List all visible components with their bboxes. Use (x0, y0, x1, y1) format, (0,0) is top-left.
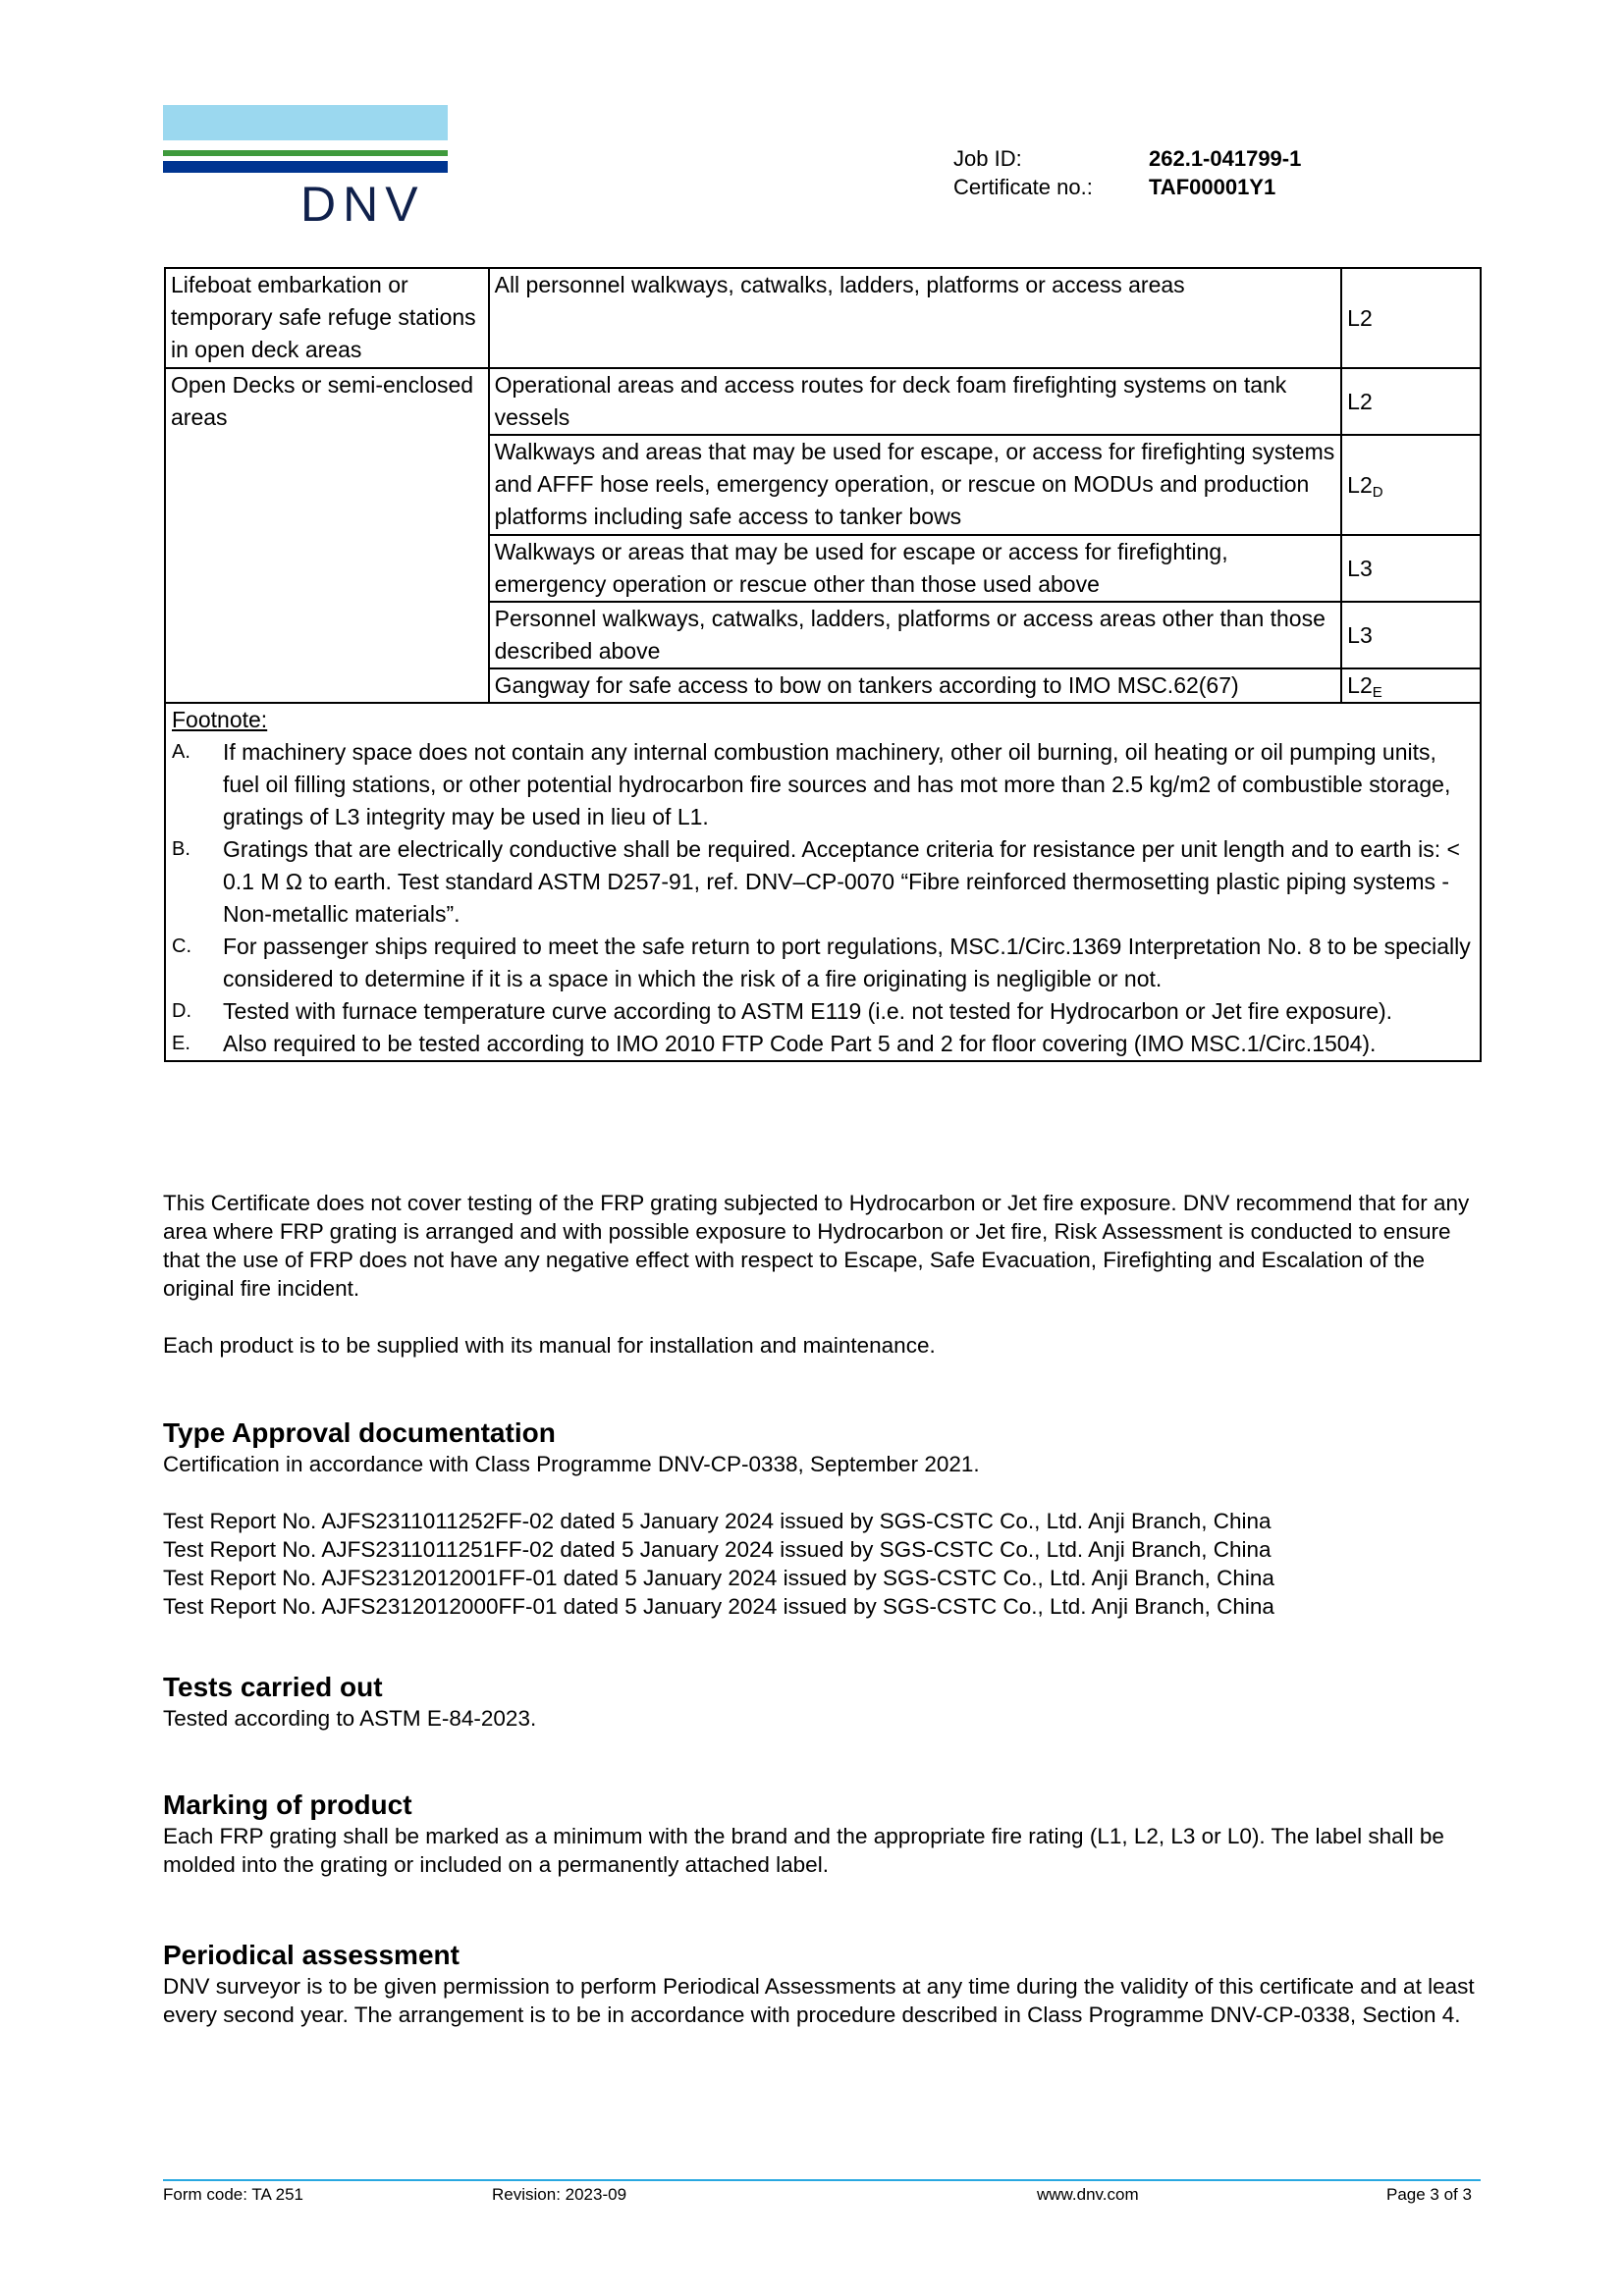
job-id-label: Job ID: (953, 146, 1022, 171)
description-cell: Walkways or areas that may be used for escape or access for firefighting, emergency operation or rescue other than those used above (489, 535, 1342, 602)
revision: Revision: 2023-09 (492, 2185, 627, 2204)
footnote-text: Gratings that are electrically conductive shall be required. Acceptance criteria for resistance per unit length and to earth is: < 0.1 M Ω to earth. Test standard ASTM D257-91, ref. DNV–CP-0070 “Fibre reinforced thermosetting plastic piping systems - Non-metallic materials”. (223, 836, 1460, 927)
level-footnote-ref: D (1372, 483, 1383, 501)
level-cell (1341, 268, 1481, 368)
test-report-1: Test Report No. AJFS2311011252FF-02 dated 5 January 2024 issued by SGS-CSTC Co., Ltd. Anji Branch, China (163, 1509, 1272, 1533)
description-cell: All personnel walkways, catwalks, ladders, platforms or access areas (489, 268, 1342, 368)
type-approval-intro: Certification in accordance with Class Programme DNV-CP-0338, September 2021. (163, 1452, 980, 1476)
level-cell (1341, 368, 1481, 435)
job-id-value: 262.1-041799-1 (1149, 146, 1302, 171)
logo-band-green (163, 150, 448, 156)
fire-integrity-table (164, 267, 1482, 1062)
footnote-letter: C. (172, 935, 191, 957)
test-report-3: Test Report No. AJFS2312012001FF-01 dated 5 January 2024 issued by SGS-CSTC Co., Ltd. Anji Branch, China (163, 1566, 1274, 1590)
level-cell (1341, 535, 1481, 602)
certificate-value: TAF00001Y1 (1149, 175, 1276, 199)
area-cell: Lifeboat embarkation or temporary safe refuge stations in open deck areas (165, 268, 489, 368)
footnote-text: Tested with furnace temperature curve according to ASTM E119 (i.e. not tested for Hydrocarbon or Jet fire exposure). (223, 998, 1393, 1024)
level-value: L3 (1347, 555, 1373, 581)
page-number: Page 3 of 3 (1386, 2185, 1472, 2204)
level-value: L2 (1347, 304, 1373, 331)
section-title-periodical: Periodical assessment (163, 1940, 460, 1970)
periodical-text: DNV surveyor is to be given permission to perform Periodical Assessments at any time during the validity of this certificate and at least every second year. The arrangement is to be in accordance with procedure described in Class Programme DNV-CP-0338, Section 4. (163, 1974, 1475, 2027)
level-value: L2 (1347, 672, 1373, 698)
test-report-2: Test Report No. AJFS2311011251FF-02 dated 5 January 2024 issued by SGS-CSTC Co., Ltd. Anji Branch, China (163, 1537, 1272, 1562)
footnote-cell (165, 703, 1481, 1061)
footnote-item-d (172, 995, 1474, 1028)
dnv-logo-text: DNV (300, 177, 425, 232)
manual-note: Each product is to be supplied with its manual for installation and maintenance. (163, 1333, 936, 1358)
website-link[interactable]: www.dnv.com (1037, 2185, 1139, 2204)
marking-text: Each FRP grating shall be marked as a minimum with the brand and the appropriate fire rating (L1, L2, L3 or L0). The label shall be molded into the grating or included on a permanently attached label. (163, 1824, 1444, 1877)
footnote-title: Footnote: (172, 707, 268, 732)
table-row (165, 368, 1481, 435)
footnote-text: For passenger ships required to meet the safe return to port regulations, MSC.1/Circ.1369 Interpretation No. 8 to be specially considered to determine if it is a space in which the risk of a fire originating is negligible or not. (223, 934, 1471, 991)
level-value: L3 (1347, 621, 1373, 648)
logo-band-light (163, 105, 448, 140)
section-title-tests: Tests carried out (163, 1672, 383, 1702)
footnote-item-b (172, 833, 1474, 931)
footnote-letter: E. (172, 1033, 190, 1054)
footnote-letter: B. (172, 838, 190, 860)
footnote-row (165, 703, 1481, 1061)
logo-band-blue (163, 161, 448, 173)
tests-text: Tested according to ASTM E-84-2023. (163, 1706, 537, 1731)
level-value: L2 (1347, 471, 1373, 498)
form-code: Form code: TA 251 (163, 2185, 303, 2204)
level-footnote-ref: E (1372, 684, 1382, 701)
description-cell: Personnel walkways, catwalks, ladders, platforms or access areas other than those described above (489, 602, 1342, 668)
certificate-label: Certificate no.: (953, 175, 1093, 199)
test-report-4: Test Report No. AJFS2312012000FF-01 dated 5 January 2024 issued by SGS-CSTC Co., Ltd. Anji Branch, China (163, 1594, 1274, 1619)
footnote-text: If machinery space does not contain any internal combustion machinery, other oil burning, oil heating or oil pumping units, fuel oil filling stations, or other potential hydrocarbon fire sources and has mot more than 2.5 kg/m2 of combustible storage, gratings of L3 integrity may be used in lieu of L1. (223, 739, 1451, 829)
footnote-letter: D. (172, 1000, 191, 1022)
level-cell (1341, 602, 1481, 668)
description-cell: Gangway for safe access to bow on tankers according to IMO MSC.62(67) (489, 668, 1342, 703)
level-cell (1341, 435, 1481, 535)
footnote-item-a (172, 736, 1474, 833)
footnote-item-e (172, 1028, 1474, 1060)
footnote-item-c (172, 931, 1474, 995)
footer-divider (163, 2179, 1481, 2181)
level-cell (1341, 668, 1481, 703)
footnote-text: Also required to be tested according to IMO 2010 FTP Code Part 5 and 2 for floor covering (IMO MSC.1/Circ.1504). (223, 1031, 1377, 1056)
table-row (165, 268, 1481, 368)
level-value: L2 (1347, 388, 1373, 414)
coverage-note: This Certificate does not cover testing of the FRP grating subjected to Hydrocarbon or Jet fire exposure. DNV recommend that for any area where FRP grating is arranged and with possible exposure to Hydrocarbon or Jet fire, Risk Assessment is conducted to ensure that the use of FRP does not have any negative effect with respect to Escape, Safe Evacuation, Firefighting and Escalation of the original fire incident. (163, 1191, 1470, 1301)
description-cell: Operational areas and access routes for deck foam firefighting systems on tank vessels (489, 368, 1342, 435)
area-cell: Open Decks or semi-enclosed areas (165, 368, 489, 703)
section-title-marking: Marking of product (163, 1789, 412, 1820)
section-title-type-approval: Type Approval documentation (163, 1417, 556, 1448)
description-cell: Walkways and areas that may be used for escape, or access for firefighting systems and AFFF hose reels, emergency operation, or rescue on MODUs and production platforms including safe access to tanker bows (489, 435, 1342, 535)
footnote-letter: A. (172, 741, 190, 763)
